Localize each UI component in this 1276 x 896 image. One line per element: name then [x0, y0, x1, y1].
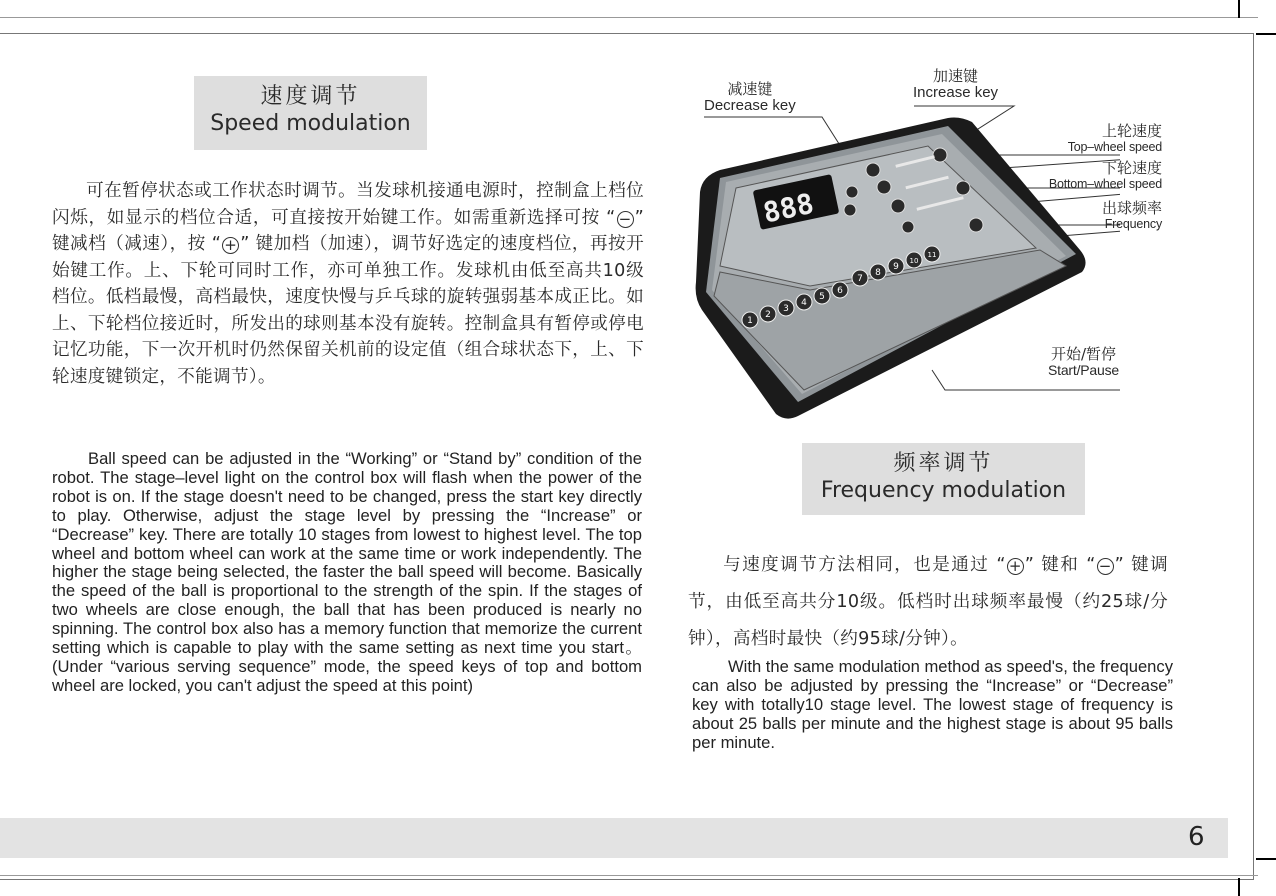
label-decrease-en: Decrease key	[704, 97, 796, 114]
minus-key-icon: −	[617, 211, 634, 228]
number-key-label: 4	[801, 298, 807, 308]
label-increase-zh: 加速键	[933, 67, 979, 85]
label-frequency-zh: 出球频率	[1101, 199, 1162, 217]
number-key-label: 6	[837, 286, 843, 296]
control-box-illustration	[680, 60, 1120, 430]
top-wheel-minus-button-icon	[866, 163, 880, 177]
display-digits: 888	[760, 186, 817, 230]
frequency-title-zh: 频率调节	[893, 451, 994, 476]
frequency-title-en: Frequency modulation	[820, 478, 1067, 503]
footer-band	[0, 818, 1228, 858]
number-key-label: 7	[857, 274, 863, 284]
label-bottom-wheel-zh: 下轮速度	[1101, 159, 1162, 177]
frequency-body-zh	[688, 547, 1168, 658]
crop-mark	[1238, 0, 1240, 18]
freq-zh-part: ” 键调节，由低至高共分10级。低档时出球频率最慢（约25球/分钟），高档时最快（约95球/分钟）。	[688, 555, 1168, 649]
number-key-label: 9	[893, 262, 899, 272]
frequency-minus-button-icon	[891, 199, 905, 213]
number-key-label: 3	[783, 304, 789, 314]
freq-zh-part: ” 键和 “	[1024, 555, 1096, 575]
bottom-wheel-minus-button-icon	[877, 180, 891, 194]
number-key-label: 8	[875, 268, 881, 278]
freq-en-text: With the same modulation method as speed's, the frequency can also be adjusted by pressing the “Increase” or “Decrease” key with totally10 stage level. The lowest stage of frequency is about 25 balls per minute and the highest stage is about 95 balls per minute.	[692, 657, 1173, 752]
number-key-label: 1	[747, 316, 753, 326]
speed-en-text: Ball speed can be adjusted in the “Working” or “Stand by” condition of the robot. The stage–level light on the control box will flash when the power of the robot is on. If the stage doesn't need to be changed, press the start key directly to play. Otherwise, adjust the stage level by pressing the “Increase” or “Decrease” key. There are totally 10 stages from lowest to highest level. The top wheel and bottom wheel can work at the same time or work independently. The higher the stage being selected, the faster the ball speed will become. Basically the speed of the ball is proportional to the strength of the spin. If the stages of two wheels are close enough, the ball that has been produced is nearly no spinning. The control box also has a memory function that memorize the current setting which is capable to play with the same setting as next time you start。(Under “various serving sequence” mode, the speed keys of top and bottom wheel are locked, you can't adjust the speed at this point)	[52, 449, 642, 695]
number-key-label: 10	[909, 257, 919, 265]
minus-key-icon: −	[1097, 558, 1114, 575]
label-start-pause-zh: 开始/暂停	[1050, 345, 1116, 363]
speed-body-en	[52, 450, 642, 696]
plus-key-icon: +	[222, 237, 239, 254]
label-top-wheel-en: Top–wheel speed	[1067, 140, 1162, 154]
page-number: 6	[1188, 822, 1205, 852]
speed-zh-part: ” 键减档（减速），按 “	[52, 207, 644, 254]
top-rule	[0, 17, 1258, 18]
label-bottom-wheel-en: Bottom–wheel speed	[1048, 177, 1162, 191]
speed-title-en: Speed modulation	[210, 111, 411, 136]
number-key-label: 5	[819, 292, 825, 302]
speed-title-box	[194, 76, 427, 150]
plus-key-icon: +	[1007, 558, 1024, 575]
label-frequency-en: Frequency	[1104, 217, 1162, 231]
frequency-title-box	[802, 443, 1085, 515]
freq-zh-part: 与速度调节方法相同，也是通过 “	[722, 555, 1006, 575]
speed-zh-part: ” 键加档（加速），调节好选定的速度档位，再按开始键工作。上、下轮可同时工作，亦可单独工作。发球机由低至高共10级档位。低档最慢，高档最快，速度快慢与乒乓球的旋转强弱基本成正比。如上、下轮档位接近时，所发出的球则基本没有旋转。控制盒具有暂停或停电记忆功能，下一次开机时仍然保留关机前的设定值（组合球状态下，上、下轮速度键锁定，不能调节）。	[52, 234, 644, 387]
speed-title-zh: 速度调节	[260, 84, 361, 109]
speed-zh-part: 可在暂停状态或工作状态时调节。当发球机接通电源时，控制盒上档位闪烁，如显示的档位合适，可直接按开始键工作。如需重新选择可按 “	[52, 181, 644, 228]
number-key-label: 11	[927, 251, 937, 259]
crop-mark	[1256, 858, 1276, 860]
number-key-label: 2	[765, 310, 771, 320]
frequency-plus-button-icon	[969, 218, 983, 232]
top-wheel-plus-button-icon	[933, 148, 947, 162]
label-increase-en: Increase key	[913, 84, 999, 101]
label-start-pause-en: Start/Pause	[1048, 362, 1119, 378]
frequency-body-en	[692, 658, 1173, 753]
label-decrease-zh: 减速键	[727, 80, 773, 98]
label-top-wheel-zh: 上轮速度	[1101, 122, 1162, 140]
device-body	[696, 118, 1086, 419]
bottom-rule	[0, 875, 1258, 876]
crop-mark	[1238, 878, 1240, 896]
crop-mark	[1256, 33, 1276, 35]
speed-body-zh	[52, 178, 644, 390]
bottom-wheel-plus-button-icon	[956, 181, 970, 195]
